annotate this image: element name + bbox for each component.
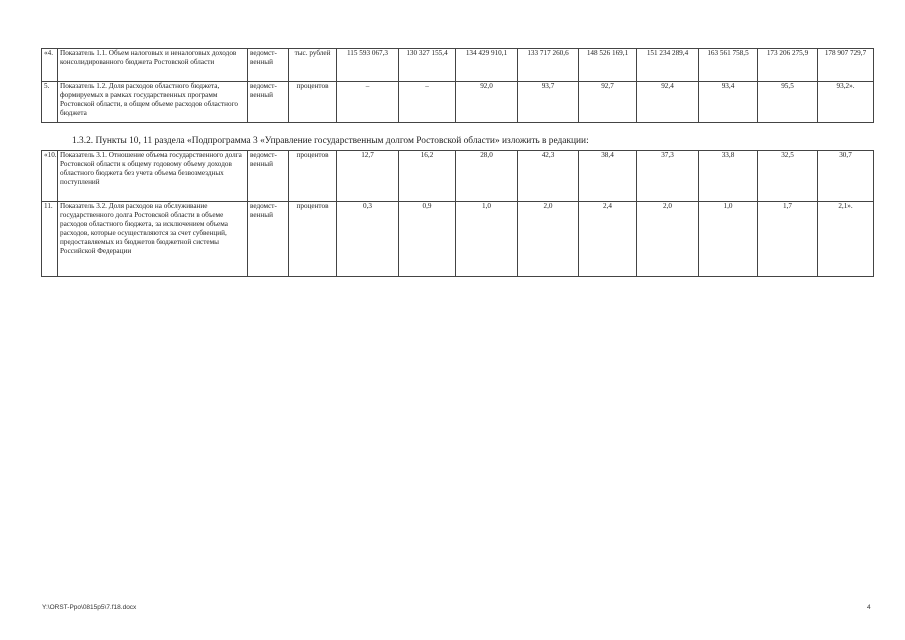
unit-cell: процентов (289, 82, 337, 123)
section-heading: 1.3.2. Пункты 10, 11 раздела «Подпрограмма 3 «Управление государственным долгом Ростовской области» изложить в редакции: (72, 136, 589, 146)
row-number-cell: «10. (42, 151, 58, 202)
value-cell: 42,3 (518, 151, 579, 202)
value-cell: 115 593 067,3 (337, 49, 399, 82)
table-row (42, 49, 874, 82)
indicator-type-cell: ведомст-венный (248, 202, 289, 277)
unit-cell: процентов (289, 202, 337, 277)
value-cell: 37,3 (637, 151, 699, 202)
row-number-cell: «4. (42, 49, 58, 82)
value-cell: 163 561 758,5 (699, 49, 758, 82)
value-cell: 12,7 (337, 151, 399, 202)
indicator-type-cell: ведомст-венный (248, 49, 289, 82)
value-cell: 173 206 275,9 (758, 49, 818, 82)
value-cell: 38,4 (579, 151, 637, 202)
table-row (42, 202, 874, 277)
indicator-type-cell: ведомст-венный (248, 151, 289, 202)
unit-cell: тыс. рублей (289, 49, 337, 82)
indicator-type-cell: ведомст-венный (248, 82, 289, 123)
indicators-table-2 (41, 150, 874, 277)
indicator-name-cell: Показатель 3.1. Отношение объема государственного долга Ростовской области к общему годовому объему доходов областного бюджета без учета объема безвозмездных поступлений (58, 151, 248, 202)
footer-file-path: Y:\ORST-Ppo\0815p5\7.f18.docx (42, 604, 137, 611)
page-number: 4 (867, 604, 871, 611)
row-number-cell: 11. (42, 202, 58, 277)
value-cell: 134 429 910,1 (456, 49, 518, 82)
indicators-table-1 (41, 48, 874, 123)
value-cell: 28,0 (456, 151, 518, 202)
value-cell: 93,4 (699, 82, 758, 123)
value-cell: 1,0 (699, 202, 758, 277)
value-cell: – (337, 82, 399, 123)
value-cell: 2,1». (818, 202, 874, 277)
value-cell: 2,0 (637, 202, 699, 277)
value-cell: 92,7 (579, 82, 637, 123)
value-cell: – (399, 82, 456, 123)
value-cell: 0,9 (399, 202, 456, 277)
value-cell: 178 907 729,7 (818, 49, 874, 82)
table-row (42, 151, 874, 202)
value-cell: 16,2 (399, 151, 456, 202)
value-cell: 32,5 (758, 151, 818, 202)
value-cell: 95,5 (758, 82, 818, 123)
value-cell: 2,0 (518, 202, 579, 277)
value-cell: 1,0 (456, 202, 518, 277)
value-cell: 1,7 (758, 202, 818, 277)
value-cell: 130 327 155,4 (399, 49, 456, 82)
value-cell: 0,3 (337, 202, 399, 277)
value-cell: 30,7 (818, 151, 874, 202)
indicator-name-cell: Показатель 3.2. Доля расходов на обслуживание государственного долга Ростовской области в объеме расходов областного бюджета, за исключением объема расходов, которые осуществляются за счет субвенций, предоставляемых из бюджетов бюджетной системы Российской Федерации (58, 202, 248, 277)
value-cell: 2,4 (579, 202, 637, 277)
indicator-name-cell: Показатель 1.1. Объем налоговых и неналоговых доходов консолидированного бюджета Ростовской области (58, 49, 248, 82)
value-cell: 133 717 260,6 (518, 49, 579, 82)
row-number-cell: 5. (42, 82, 58, 123)
value-cell: 92,4 (637, 82, 699, 123)
value-cell: 148 526 169,1 (579, 49, 637, 82)
unit-cell: процентов (289, 151, 337, 202)
value-cell: 93,2». (818, 82, 874, 123)
indicator-name-cell: Показатель 1.2. Доля расходов областного бюджета, формируемых в рамках государственных программ Ростовской области, в общем объеме расходов областного бюджета (58, 82, 248, 123)
value-cell: 33,8 (699, 151, 758, 202)
value-cell: 92,0 (456, 82, 518, 123)
value-cell: 151 234 289,4 (637, 49, 699, 82)
table-row (42, 82, 874, 123)
value-cell: 93,7 (518, 82, 579, 123)
